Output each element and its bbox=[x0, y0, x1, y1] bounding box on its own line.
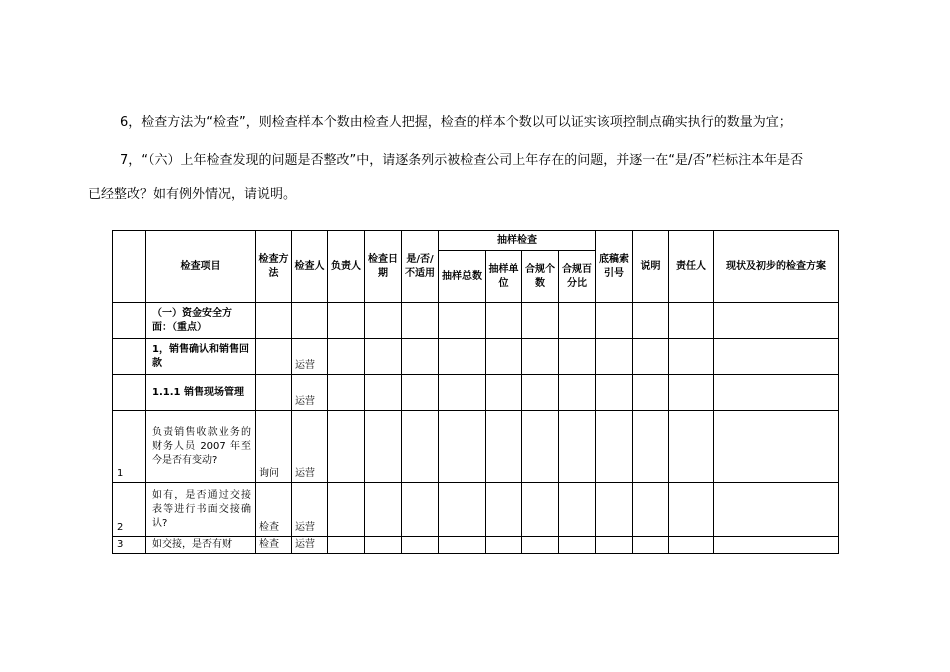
empty-cell bbox=[522, 375, 559, 411]
row-item: 如交接，是否有财 bbox=[146, 537, 256, 554]
header-status: 现状及初步的检查方案 bbox=[714, 231, 839, 303]
empty-cell bbox=[714, 303, 839, 339]
empty-cell bbox=[633, 537, 669, 554]
empty-cell bbox=[365, 339, 402, 375]
row-method bbox=[256, 303, 292, 339]
empty-cell bbox=[633, 483, 669, 537]
empty-cell bbox=[439, 411, 486, 483]
header-item: 检查项目 bbox=[146, 231, 256, 303]
header-compliant-pct: 合规百分比 bbox=[559, 251, 596, 303]
row-inspector: 运营 bbox=[292, 483, 328, 537]
empty-cell bbox=[486, 303, 522, 339]
empty-cell bbox=[669, 339, 714, 375]
table-row bbox=[113, 537, 839, 554]
empty-cell bbox=[439, 375, 486, 411]
empty-cell bbox=[633, 303, 669, 339]
empty-cell bbox=[596, 483, 633, 537]
row-number bbox=[113, 375, 146, 411]
row-item: 1，销售确认和销售回款 bbox=[146, 339, 256, 375]
table-row bbox=[113, 483, 839, 537]
empty-cell bbox=[522, 411, 559, 483]
table-row bbox=[113, 303, 839, 339]
header-date: 检查日期 bbox=[365, 231, 402, 303]
header-yes-no: 是/否/不适用 bbox=[402, 231, 439, 303]
row-method bbox=[256, 339, 292, 375]
row-item: 如有，是否通过交接表等进行书面交接确认? bbox=[146, 483, 256, 537]
row-item: 负责销售收款业务的财务人员 2007 年至今是否有变动? bbox=[146, 411, 256, 483]
empty-cell bbox=[714, 339, 839, 375]
header-row-1 bbox=[113, 231, 839, 251]
empty-cell bbox=[486, 537, 522, 554]
empty-cell bbox=[365, 303, 402, 339]
row-method: 询问 bbox=[256, 411, 292, 483]
row-number: 1 bbox=[113, 411, 146, 483]
row-item: 1.1.1 销售现场管理 bbox=[146, 375, 256, 411]
empty-cell bbox=[402, 483, 439, 537]
row-inspector: 运营 bbox=[292, 339, 328, 375]
header-sample-total: 抽样总数 bbox=[439, 251, 486, 303]
empty-cell bbox=[669, 375, 714, 411]
header-ref: 底稿索引号 bbox=[596, 231, 633, 303]
empty-cell bbox=[522, 483, 559, 537]
row-inspector: 运营 bbox=[292, 411, 328, 483]
empty-cell bbox=[714, 411, 839, 483]
empty-cell bbox=[365, 375, 402, 411]
table-row bbox=[113, 339, 839, 375]
empty-cell bbox=[328, 339, 365, 375]
empty-cell bbox=[596, 537, 633, 554]
empty-cell bbox=[365, 411, 402, 483]
empty-cell bbox=[714, 483, 839, 537]
empty-cell bbox=[402, 375, 439, 411]
row-number: 2 bbox=[113, 483, 146, 537]
empty-cell bbox=[559, 339, 596, 375]
header-sampling: 抽样检查 bbox=[439, 231, 596, 251]
row-number: 3 bbox=[113, 537, 146, 554]
empty-cell bbox=[402, 339, 439, 375]
table-row bbox=[113, 375, 839, 411]
audit-checklist-table bbox=[112, 230, 839, 554]
empty-cell bbox=[522, 303, 559, 339]
header-note: 说明 bbox=[633, 231, 669, 303]
empty-cell bbox=[596, 303, 633, 339]
paragraph-item-6: 6，检查方法为“检查”，则检查样本个数由检查人把握，检查的样本个数以可以证实该项控制点确实执行的数量为宜； bbox=[120, 115, 792, 130]
empty-cell bbox=[365, 537, 402, 554]
row-number bbox=[113, 339, 146, 375]
empty-cell bbox=[522, 537, 559, 554]
header-inspector: 检查人 bbox=[292, 231, 328, 303]
paragraph-item-7-line-1: 7，“（六）上年检查发现的问题是否整改”中，请逐条列示被检查公司上年存在的问题，并逐一在“是/否”栏标注本年是否 bbox=[120, 153, 804, 168]
empty-cell bbox=[486, 483, 522, 537]
empty-cell bbox=[559, 375, 596, 411]
row-inspector: 运营 bbox=[292, 375, 328, 411]
empty-cell bbox=[328, 303, 365, 339]
empty-cell bbox=[596, 411, 633, 483]
row-method: 检查 bbox=[256, 537, 292, 554]
row-method: 检查 bbox=[256, 483, 292, 537]
row-item: （一）资金安全方面：（重点） bbox=[146, 303, 256, 339]
empty-cell bbox=[633, 375, 669, 411]
row-inspector bbox=[292, 303, 328, 339]
empty-cell bbox=[633, 339, 669, 375]
empty-cell bbox=[559, 411, 596, 483]
empty-cell bbox=[559, 537, 596, 554]
empty-cell bbox=[633, 411, 669, 483]
empty-cell bbox=[596, 375, 633, 411]
empty-cell bbox=[669, 537, 714, 554]
empty-cell bbox=[439, 483, 486, 537]
header-method: 检查方法 bbox=[256, 231, 292, 303]
header-responsible: 责任人 bbox=[669, 231, 714, 303]
empty-cell bbox=[486, 375, 522, 411]
header-owner: 负责人 bbox=[328, 231, 365, 303]
paragraph-item-7-line-2: 已经整改？如有例外情况，请说明。 bbox=[88, 187, 297, 202]
empty-cell bbox=[669, 411, 714, 483]
empty-cell bbox=[669, 303, 714, 339]
header-num-cell bbox=[113, 231, 146, 303]
empty-cell bbox=[328, 483, 365, 537]
empty-cell bbox=[596, 339, 633, 375]
empty-cell bbox=[486, 411, 522, 483]
empty-cell bbox=[439, 303, 486, 339]
empty-cell bbox=[439, 537, 486, 554]
empty-cell bbox=[714, 537, 839, 554]
row-inspector: 运营 bbox=[292, 537, 328, 554]
empty-cell bbox=[669, 483, 714, 537]
empty-cell bbox=[402, 537, 439, 554]
empty-cell bbox=[559, 483, 596, 537]
empty-cell bbox=[486, 339, 522, 375]
table-row bbox=[113, 411, 839, 483]
empty-cell bbox=[402, 411, 439, 483]
header-sample-unit: 抽样单位 bbox=[486, 251, 522, 303]
empty-cell bbox=[559, 303, 596, 339]
empty-cell bbox=[439, 339, 486, 375]
empty-cell bbox=[328, 537, 365, 554]
empty-cell bbox=[522, 339, 559, 375]
empty-cell bbox=[402, 303, 439, 339]
empty-cell bbox=[714, 375, 839, 411]
row-number bbox=[113, 303, 146, 339]
empty-cell bbox=[365, 483, 402, 537]
header-compliant-count: 合规个数 bbox=[522, 251, 559, 303]
row-method bbox=[256, 375, 292, 411]
empty-cell bbox=[328, 411, 365, 483]
empty-cell bbox=[328, 375, 365, 411]
